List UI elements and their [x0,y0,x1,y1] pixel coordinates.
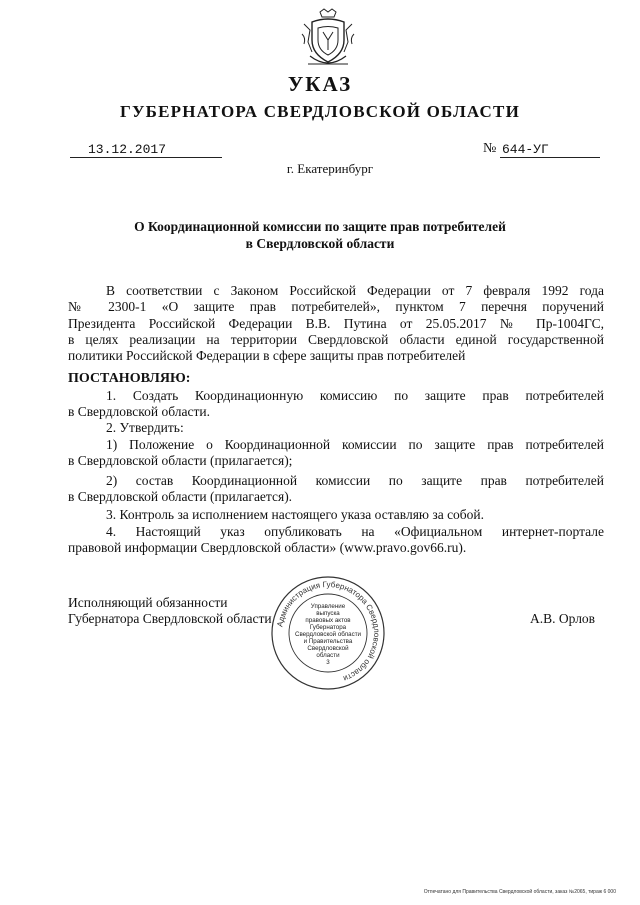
clause-3: 3. Контроль за исполнением настоящего указа оставляю за собой. [106,507,485,522]
clause-2-2 [68,473,604,506]
stamp-text-line: правовых актов [305,617,351,624]
coat-of-arms-emblem [298,8,358,72]
position-line: Губернатора Свердловской области [68,611,272,627]
stamp-text-line: выпуска [316,610,340,617]
stamp-text-line: Губернатора [309,624,347,631]
official-stamp [268,573,388,693]
clause-2: 2. Утвердить: [106,420,184,435]
stamp-text-line: и Правительства [303,638,353,645]
preamble-paragraph [68,283,604,348]
signatory-position [68,595,272,628]
stamp-text-line: области [316,652,340,659]
text-line: В соответствии с Законом Российской Федерации от 7 февраля 1992 года [106,283,604,298]
text-line: 4. Настоящий указ опубликовать на «Официальном интернет-портале [106,524,604,539]
text-line: Президента Российской Федерации В.В. Путина от 25.05.2017 № Пр-1004ГС, [68,315,604,331]
position-line: Исполняющий обязанности [68,595,228,610]
document-number: 644-УГ [502,142,549,157]
city: г. Екатеринбург [286,161,374,176]
stamp-ring-text: Администрация Губернатора Свердловской области [275,579,382,684]
decree-keyword: ПОСТАНОВЛЯЮ: [68,371,191,386]
stamp-text-line: Управление [310,603,346,610]
document-type-title: УКАЗ [287,72,353,96]
text-line: № 2300-1 «О защите прав потребителей», пунктом 7 перечня поручений [68,299,604,315]
preamble-last-line: политики Российской Федерации в сфере защиты прав потребителей [68,348,466,363]
text-line: в целях реализации на территории Свердловской области единой государственной [68,331,604,347]
issuer-subtitle: ГУБЕРНАТОРА СВЕРДЛОВСКОЙ ОБЛАСТИ [119,102,521,121]
print-footer: Отпечатано для Правительства Свердловской области, заказ №2065, тираж 6 000 [423,889,616,895]
text-line: 1) Положение о Координационной комиссии по защите прав потребителей [106,437,604,452]
text-line: в Свердловской области. [68,404,210,420]
signatory-name: А.В. Орлов [530,611,596,626]
stamp-text-line: Свердловской области [294,631,362,638]
clause-1 [68,388,604,421]
number-prefix: № [483,141,497,156]
document-title-line: О Координационной комиссии по защите прав потребителей [134,219,506,234]
document-title [0,218,640,252]
text-line: в Свердловской области (прилагается); [68,453,293,469]
number-underline [500,157,600,158]
clause-4 [68,524,604,557]
text-line: правовой информации Свердловской области» (www.pravo.gov66.ru). [68,540,467,556]
text-line: 2) состав Координационной комиссии по защите прав потребителей [106,473,604,488]
clause-2-1 [68,437,604,470]
date-underline [70,157,222,158]
text-line: 1. Создать Координационную комиссию по защите прав потребителей [106,388,604,403]
document-date: 13.12.2017 [88,142,167,157]
stamp-text-line: Свердловской [307,645,349,652]
stamp-text-line: 3 [326,659,330,666]
document-title-line: в Свердловской области [245,236,395,251]
text-line: в Свердловской области (прилагается). [68,489,293,505]
